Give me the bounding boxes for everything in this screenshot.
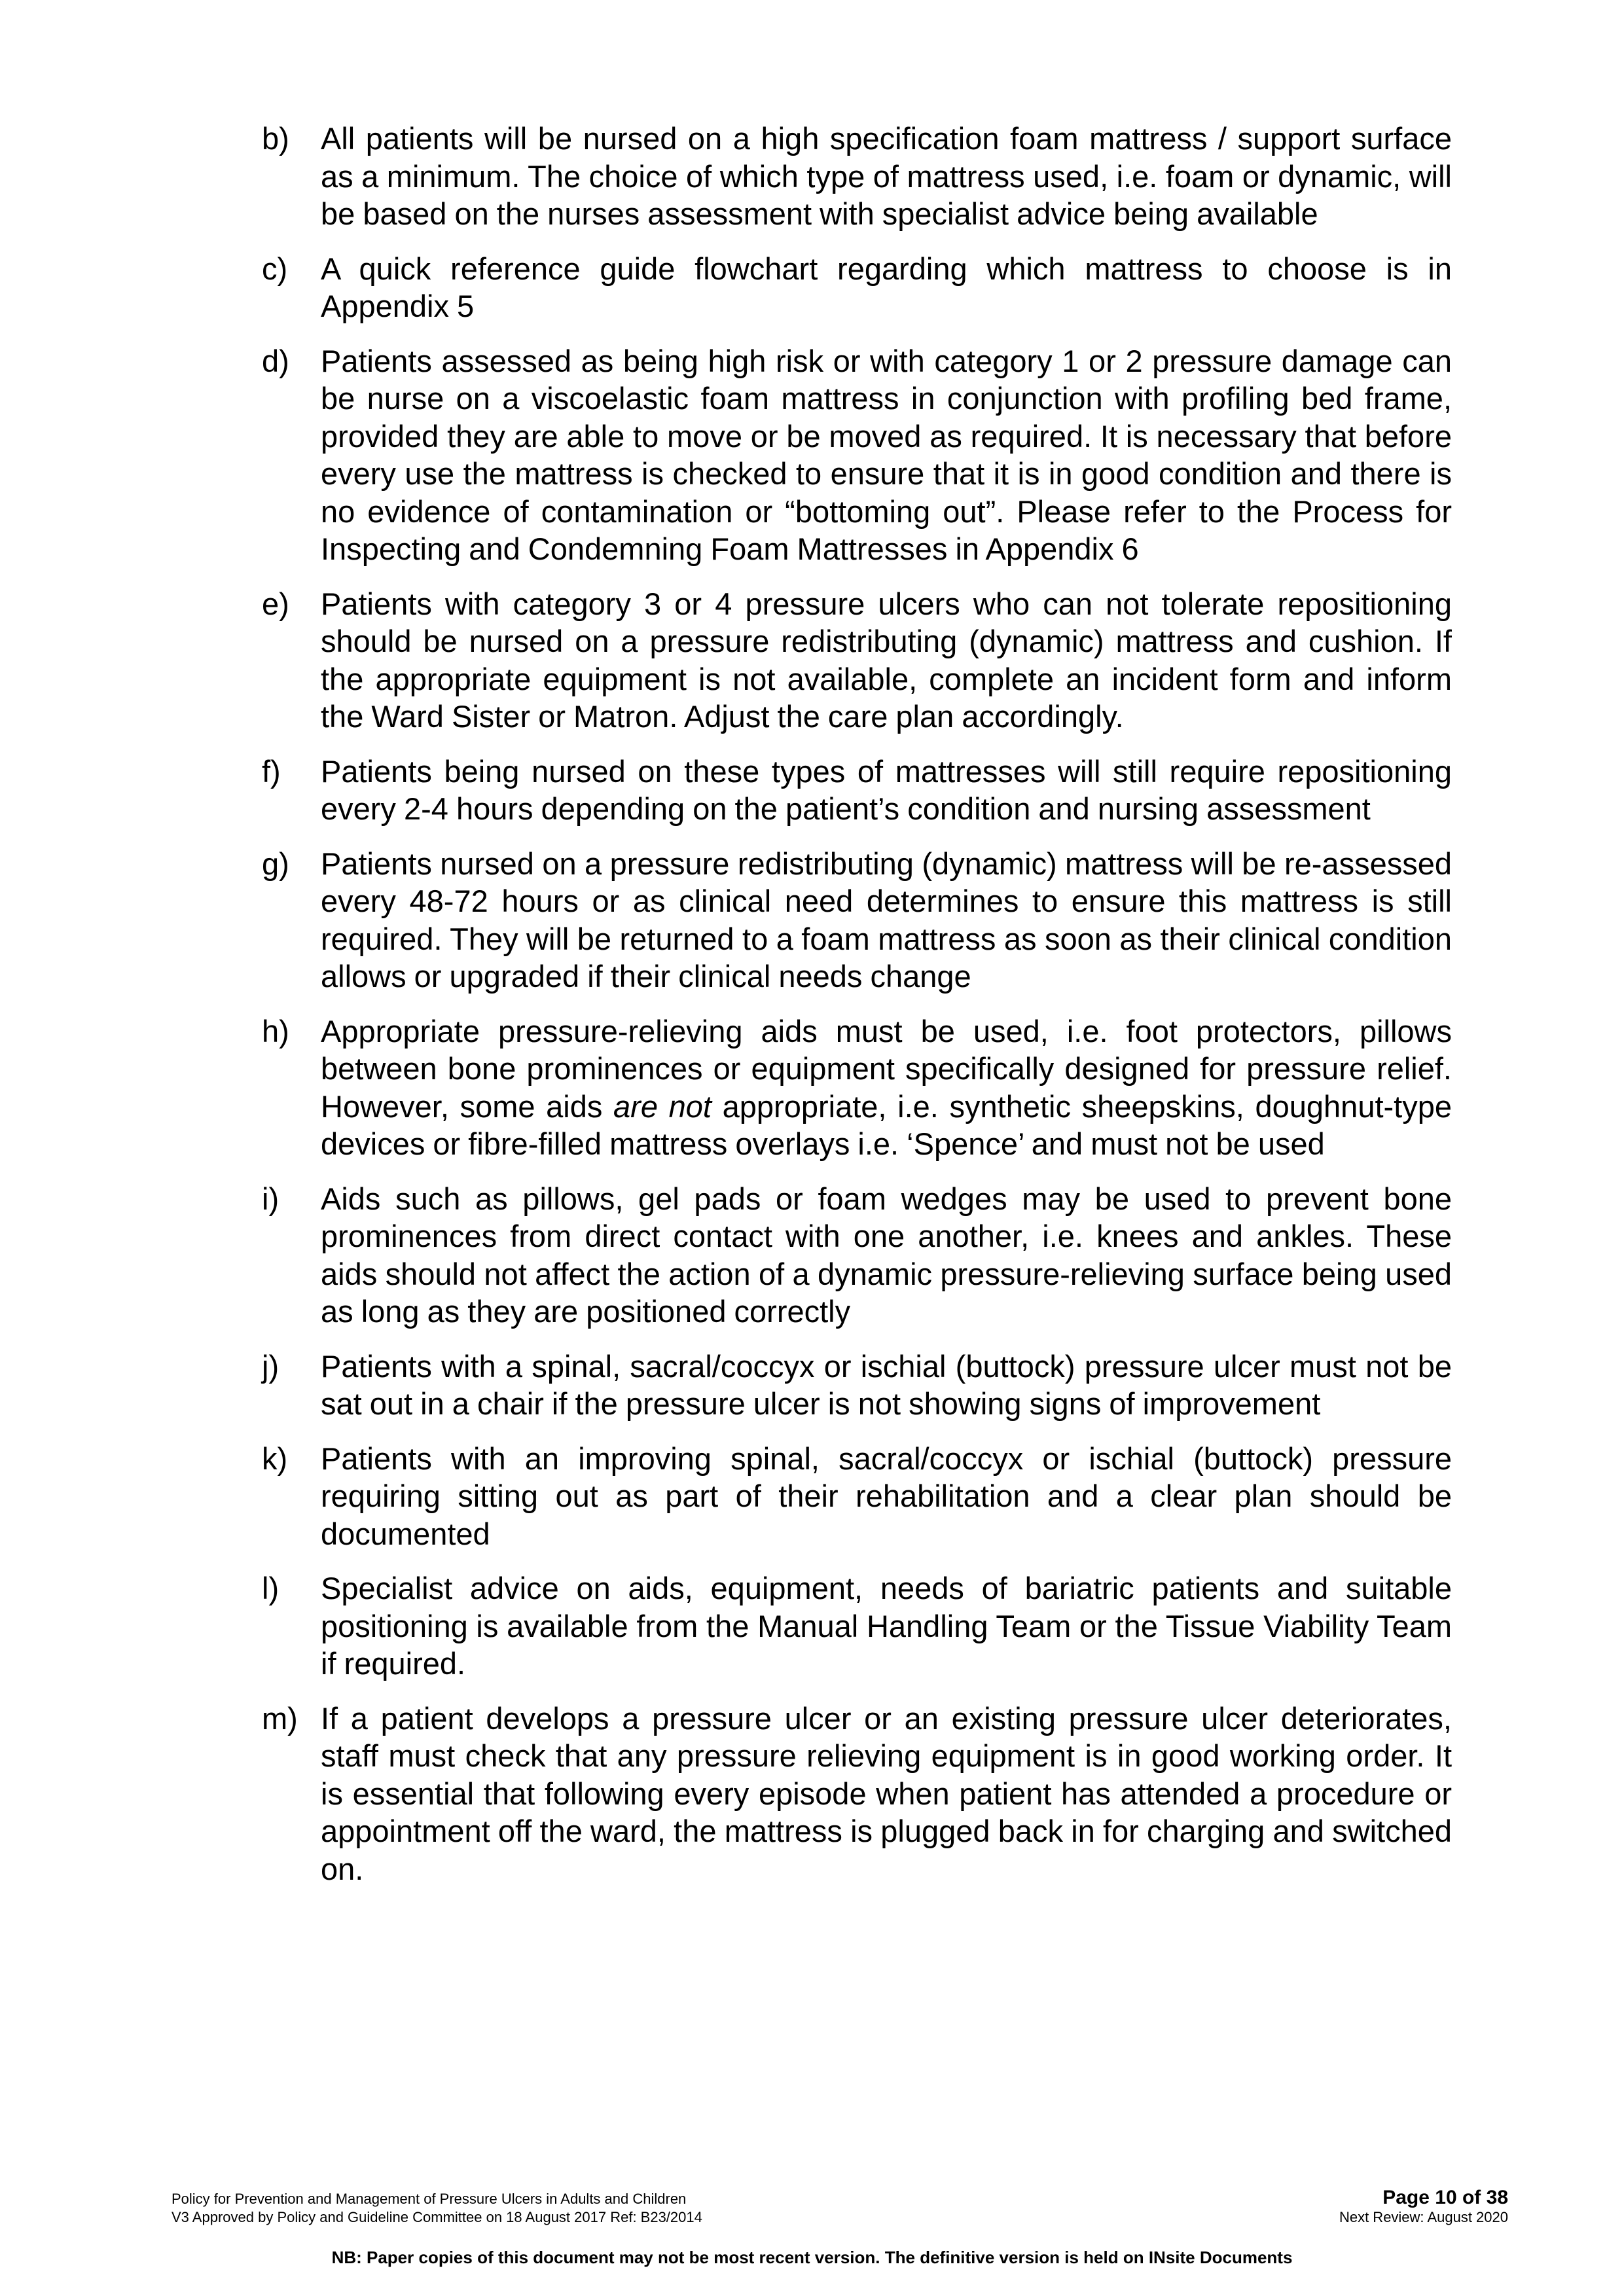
list-item-c <box>262 250 1452 325</box>
list-item-j <box>262 1348 1452 1423</box>
item-text: All patients will be nursed on a high specification foam mattress / support surface as a minimum. The choice of which type of mattress used, i.e. foam or dynamic, will be based on the nurses assessment with specialist advice being available <box>321 121 1452 231</box>
list-item-g <box>262 845 1452 996</box>
item-text: A quick reference guide flowchart regarding which mattress to choose is in Appendix 5 <box>321 251 1452 323</box>
list-item-f <box>262 753 1452 828</box>
footer-page-number: Page 10 of 38 <box>1382 2187 1508 2208</box>
item-label: b) <box>262 121 289 156</box>
item-text: Specialist advice on aids, equipment, needs of bariatric patients and suitable positioning is available from the Manual Handling Team or the Tissue Viability Team if required. <box>321 1571 1452 1681</box>
footer-row-1 <box>171 2187 1508 2209</box>
item-text: Patients with category 3 or 4 pressure ulcers who can not tolerate repositioning should be nursed on a pressure redistributing (dynamic) mattress and cushion. If the appropriate equipment is not available, complete an incident form and inform the Ward Sister or Matron. Adjust the care plan accordingly. <box>321 586 1452 734</box>
policy-list <box>262 120 1452 1905</box>
item-text: Patients with an improving spinal, sacral/coccyx or ischial (buttock) pressure requiring sitting out as part of their rehabilitation and a clear plan should be documented <box>321 1441 1452 1551</box>
item-label: m) <box>262 1700 298 1736</box>
item-text <box>321 1013 1452 1163</box>
list-item-e <box>262 585 1452 736</box>
item-text-emphasis: are not <box>613 1088 712 1124</box>
item-text: If a patient develops a pressure ulcer or an existing pressure ulcer deteriorates, staff must check that any pressure relieving equipment is in good working order. It is essential that following every episode when patient has attended a procedure or appointment off the ward, the mattress is plugged back in for charging and switched on. <box>321 1700 1452 1886</box>
item-text-part: Appropriate pressure-relieving aids must be used, i.e. foot protectors, pillows between bone prominences or equipment specifically designed for pressure relief. However, some aids <box>321 1013 1452 1124</box>
list-item-i <box>262 1180 1452 1331</box>
item-text: Aids such as pillows, gel pads or foam wedges may be used to prevent bone prominences from direct contact with one another, i.e. knees and ankles. These aids should not affect the action of a dynamic pressure-relieving surface being used as long as they are positioned correctly <box>321 1181 1452 1329</box>
item-text: Patients nursed on a pressure redistributing (dynamic) mattress will be re-assessed every 48-72 hours or as clinical need determines to ensure this mattress is still required. They will be returned to a foam mattress as soon as their clinical condition allows or upgraded if their clinical needs change <box>321 846 1452 994</box>
item-label: j) <box>262 1348 280 1384</box>
list-item-m <box>262 1700 1452 1888</box>
list-item-d <box>262 342 1452 568</box>
list-item-b <box>262 120 1452 233</box>
footer-policy-title: Policy for Prevention and Management of Pressure Ulcers in Adults and Children <box>171 2191 687 2207</box>
item-label: f) <box>262 753 281 789</box>
footer-approval: V3 Approved by Policy and Guideline Committee on 18 August 2017 Ref: B23/2014 <box>171 2209 702 2225</box>
item-label: h) <box>262 1013 289 1049</box>
item-label: g) <box>262 846 289 881</box>
item-text: Patients being nursed on these types of mattresses will still require repositioning every 2-4 hours depending on the patient’s condition and nursing assessment <box>321 753 1452 826</box>
item-label: c) <box>262 251 288 286</box>
item-label: k) <box>262 1441 288 1476</box>
item-label: i) <box>262 1181 280 1216</box>
footer-nb-notice: NB: Paper copies of this document may not be most recent version. The definitive version is held on INsite Documents <box>331 2248 1293 2267</box>
item-label: e) <box>262 586 289 621</box>
page-footer <box>171 2187 1508 2226</box>
item-label: d) <box>262 343 289 378</box>
item-text: Patients with a spinal, sacral/coccyx or ischial (buttock) pressure ulcer must not be sat out in a chair if the pressure ulcer is not showing signs of improvement <box>321 1348 1452 1421</box>
item-text-part: appropriate, i.e. synthetic sheepskins, doughnut-type devices or fibre-filled mattress overlays i.e. ‘Spence’ and must not be used <box>321 1088 1453 1161</box>
item-label: l) <box>262 1571 280 1605</box>
footer-next-review: Next Review: August 2020 <box>1339 2209 1508 2225</box>
list-item-h <box>262 1013 1452 1163</box>
footer-row-2 <box>171 2209 1508 2226</box>
item-text: Patients assessed as being high risk or with category 1 or 2 pressure damage can be nurse on a viscoelastic foam mattress in conjunction with profiling bed frame, provided they are able to move or be moved as required. It is necessary that before every use the mattress is checked to ensure that it is in good condition and there is no evidence of contamination or “bottoming out”. Please refer to the Process for Inspecting and Condemning Foam Mattresses in Appendix 6 <box>321 343 1452 566</box>
list-item-k <box>262 1440 1452 1553</box>
list-item-l <box>262 1570 1452 1683</box>
